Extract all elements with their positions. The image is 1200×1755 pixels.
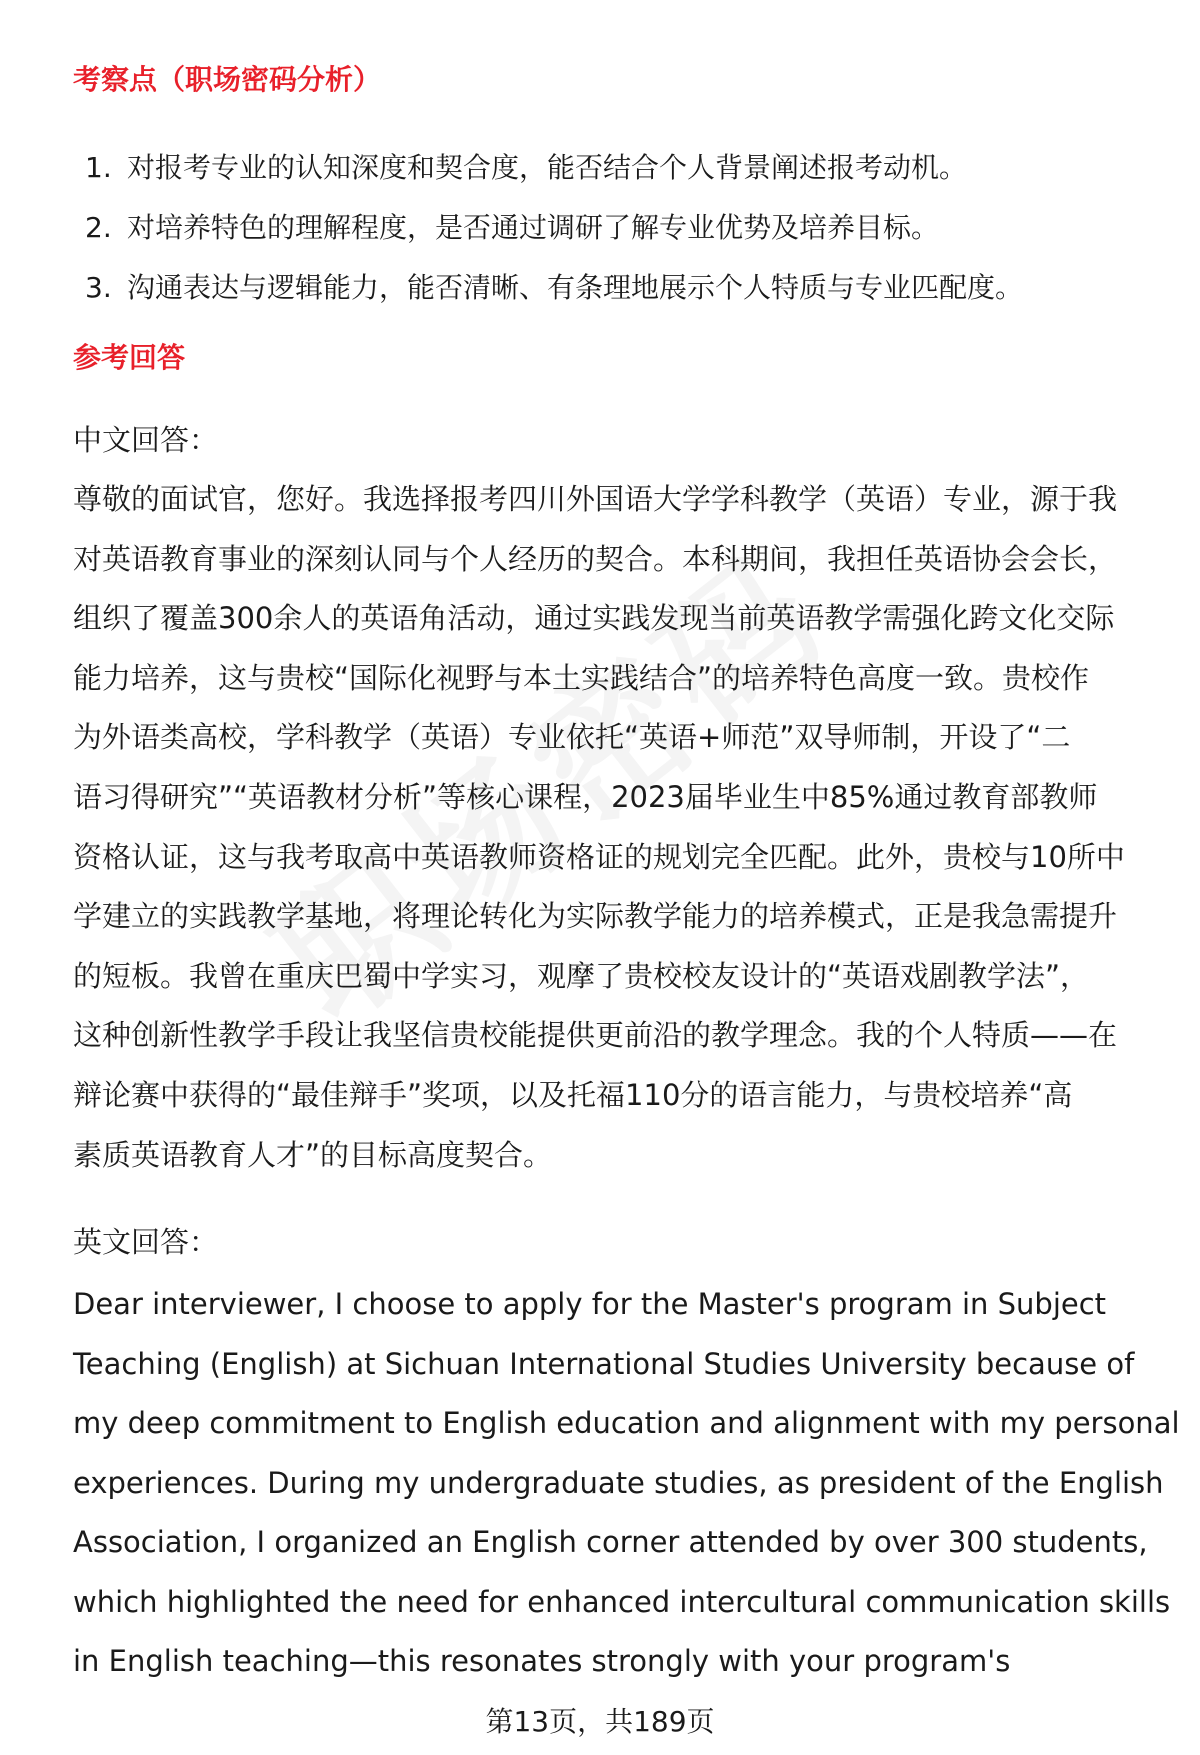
text-line: 组织了覆盖300余人的英语角活动，通过实践发现当前英语教学需强化跨文化交际: [73, 601, 1115, 636]
exam-points-list: [85, 138, 1165, 318]
text-line: 语习得研究”“英语教材分析”等核心课程，2023届毕业生中85%通过教育部教师: [73, 779, 1098, 814]
text-line: Dear interviewer, I choose to apply for the Master's program in Subject: [73, 1287, 1107, 1321]
text-line: 这种创新性教学手段让我坚信贵校能提供更前沿的教学理念。我的个人特质——在: [73, 1018, 1118, 1053]
list-item: 2. 对培养特色的理解程度，是否通过调研了解专业优势及培养目标。: [85, 211, 940, 244]
text-line: my deep commitment to English education and alignment with my personal: [73, 1406, 1180, 1440]
reference-answer-heading: 参考回答: [73, 341, 186, 374]
english-answer-label: 英文回答：: [73, 1225, 219, 1259]
text-line: experiences. During my undergraduate studies, as president of the English: [73, 1465, 1164, 1500]
text-line: 的短板。我曾在重庆巴蜀中学实习，观摩了贵校校友设计的“英语戏剧教学法”，: [73, 958, 1090, 993]
text-line: 资格认证，这与我考取高中英语教师资格证的规划完全匹配。此外，贵校与10所中: [73, 839, 1125, 874]
page-number: 第13页，共189页: [485, 1705, 715, 1738]
exam-points-heading: 考察点（职场密码分析）: [73, 63, 382, 96]
text-line: 为外语类高校，学科教学（英语）专业依托“英语+师范”双导师制，开设了“二: [73, 720, 1071, 755]
text-line: 对英语教育事业的深刻认同与个人经历的契合。本科期间，我担任英语协会会长，: [73, 541, 1118, 576]
text-line: Teaching (English) at Sichuan International Studies University because of: [73, 1346, 1135, 1381]
chinese-answer-paragraph: [73, 470, 1163, 1185]
list-item: 3. 沟通表达与逻辑能力，能否清晰、有条理地展示个人特质与专业匹配度。: [85, 271, 1024, 304]
text-line: in English teaching—this resonates strongly with your program's: [73, 1644, 1011, 1678]
text-line: 学建立的实践教学基地，将理论转化为实际教学能力的培养模式，正是我急需提升: [73, 899, 1118, 934]
text-line: 能力培养，这与贵校“国际化视野与本土实践结合”的培养特色高度一致。贵校作: [73, 660, 1090, 695]
list-item: 1. 对报考专业的认知深度和契合度，能否结合个人背景阐述报考动机。: [85, 151, 968, 184]
text-line: 素质英语教育人才”的目标高度契合。: [73, 1137, 553, 1172]
chinese-answer-label: 中文回答：: [73, 423, 219, 457]
text-line: which highlighted the need for enhanced intercultural communication skills: [73, 1584, 1171, 1619]
text-line: Association, I organized an English corner attended by over 300 students,: [73, 1525, 1148, 1559]
english-answer-paragraph: [73, 1275, 1180, 1692]
text-line: 尊敬的面试官，您好。我选择报考四川外国语大学学科教学（英语）专业，源于我: [73, 482, 1118, 516]
text-line: 辩论赛中获得的“最佳辩手”奖项，以及托福110分的语言能力，与贵校培养“高: [73, 1077, 1073, 1112]
